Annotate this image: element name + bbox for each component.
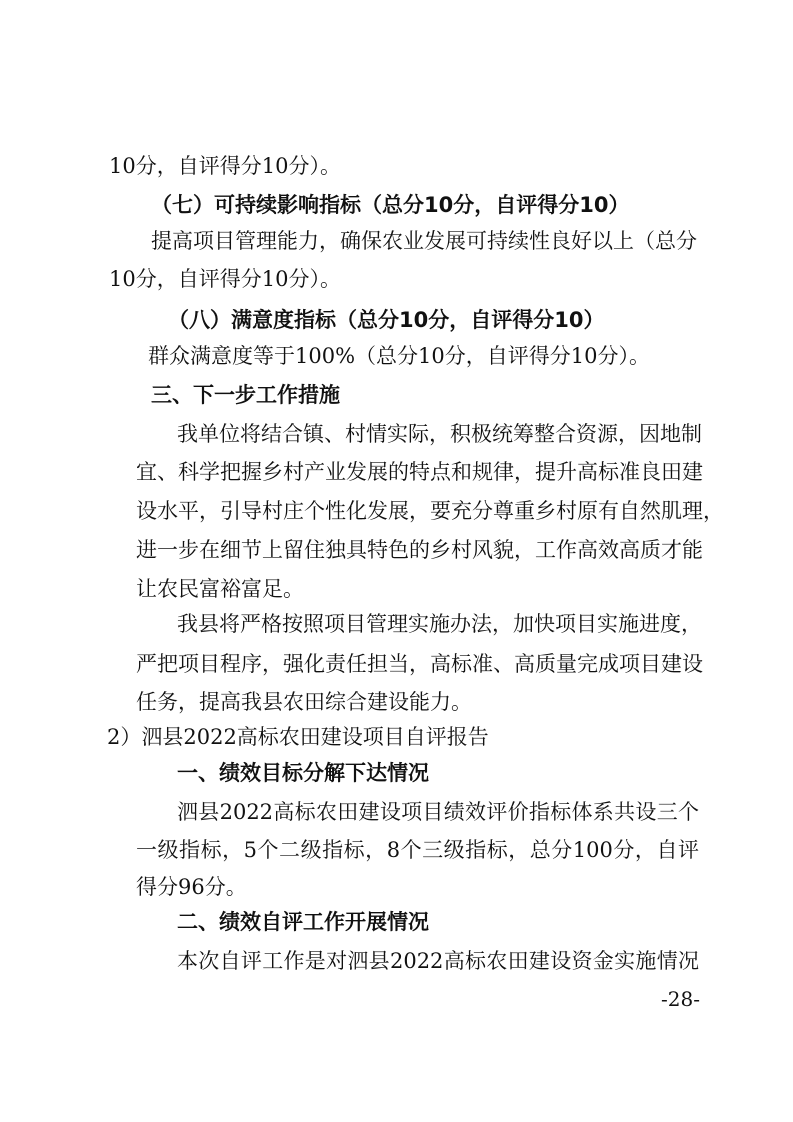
text-line: 泗县2022高标农田建设项目绩效评价指标体系共设三个 [177, 800, 699, 824]
section-heading-8: （八）满意度指标（总分10分，自评得分10） [168, 308, 605, 332]
section-heading-3: 三、下一步工作措施 [151, 383, 340, 407]
section-heading-7: （七）可持续影响指标（总分10分，自评得分10） [151, 193, 630, 217]
report-title: 2）泗县2022高标农田建设项目自评报告 [107, 725, 489, 749]
section-heading-1: 一、绩效目标分解下达情况 [177, 761, 429, 785]
text-line: 一级指标，5个二级指标，8个三级指标，总分100分，自评 [136, 838, 699, 862]
text-line: 宜、科学把握乡村产业发展的特点和规律，提升高标准良田建 [136, 460, 703, 484]
text-line: 提高项目管理能力，确保农业发展可持续性良好以上（总分 [151, 229, 697, 253]
text-line: 让农民富裕富足。 [136, 577, 304, 601]
text-line: 得分96分。 [136, 875, 247, 899]
text-line: 设水平，引导村庄个性化发展，要充分尊重乡村原有自然肌理， [136, 499, 724, 523]
text-line: 严把项目程序，强化责任担当，高标准、高质量完成项目建设 [136, 652, 703, 676]
text-line: 群众满意度等于100%（总分10分，自评得分10分）。 [148, 344, 650, 368]
text-line: 本次自评工作是对泗县2022高标农田建设资金实施情况 [177, 949, 699, 973]
page-number: -28- [661, 987, 700, 1011]
section-heading-2: 二、绩效自评工作开展情况 [177, 910, 429, 934]
text-line: 10分，自评得分10分）。 [109, 267, 341, 291]
text-line: 10分，自评得分10分）。 [109, 154, 341, 178]
text-line: 我县将严格按照项目管理实施办法，加快项目实施进度， [177, 612, 702, 636]
text-line: 我单位将结合镇、村情实际，积极统筹整合资源，因地制 [177, 422, 702, 446]
text-line: 进一步在细节上留住独具特色的乡村风貌，工作高效高质才能 [136, 538, 703, 562]
text-line: 任务，提高我县农田综合建设能力。 [136, 690, 472, 714]
